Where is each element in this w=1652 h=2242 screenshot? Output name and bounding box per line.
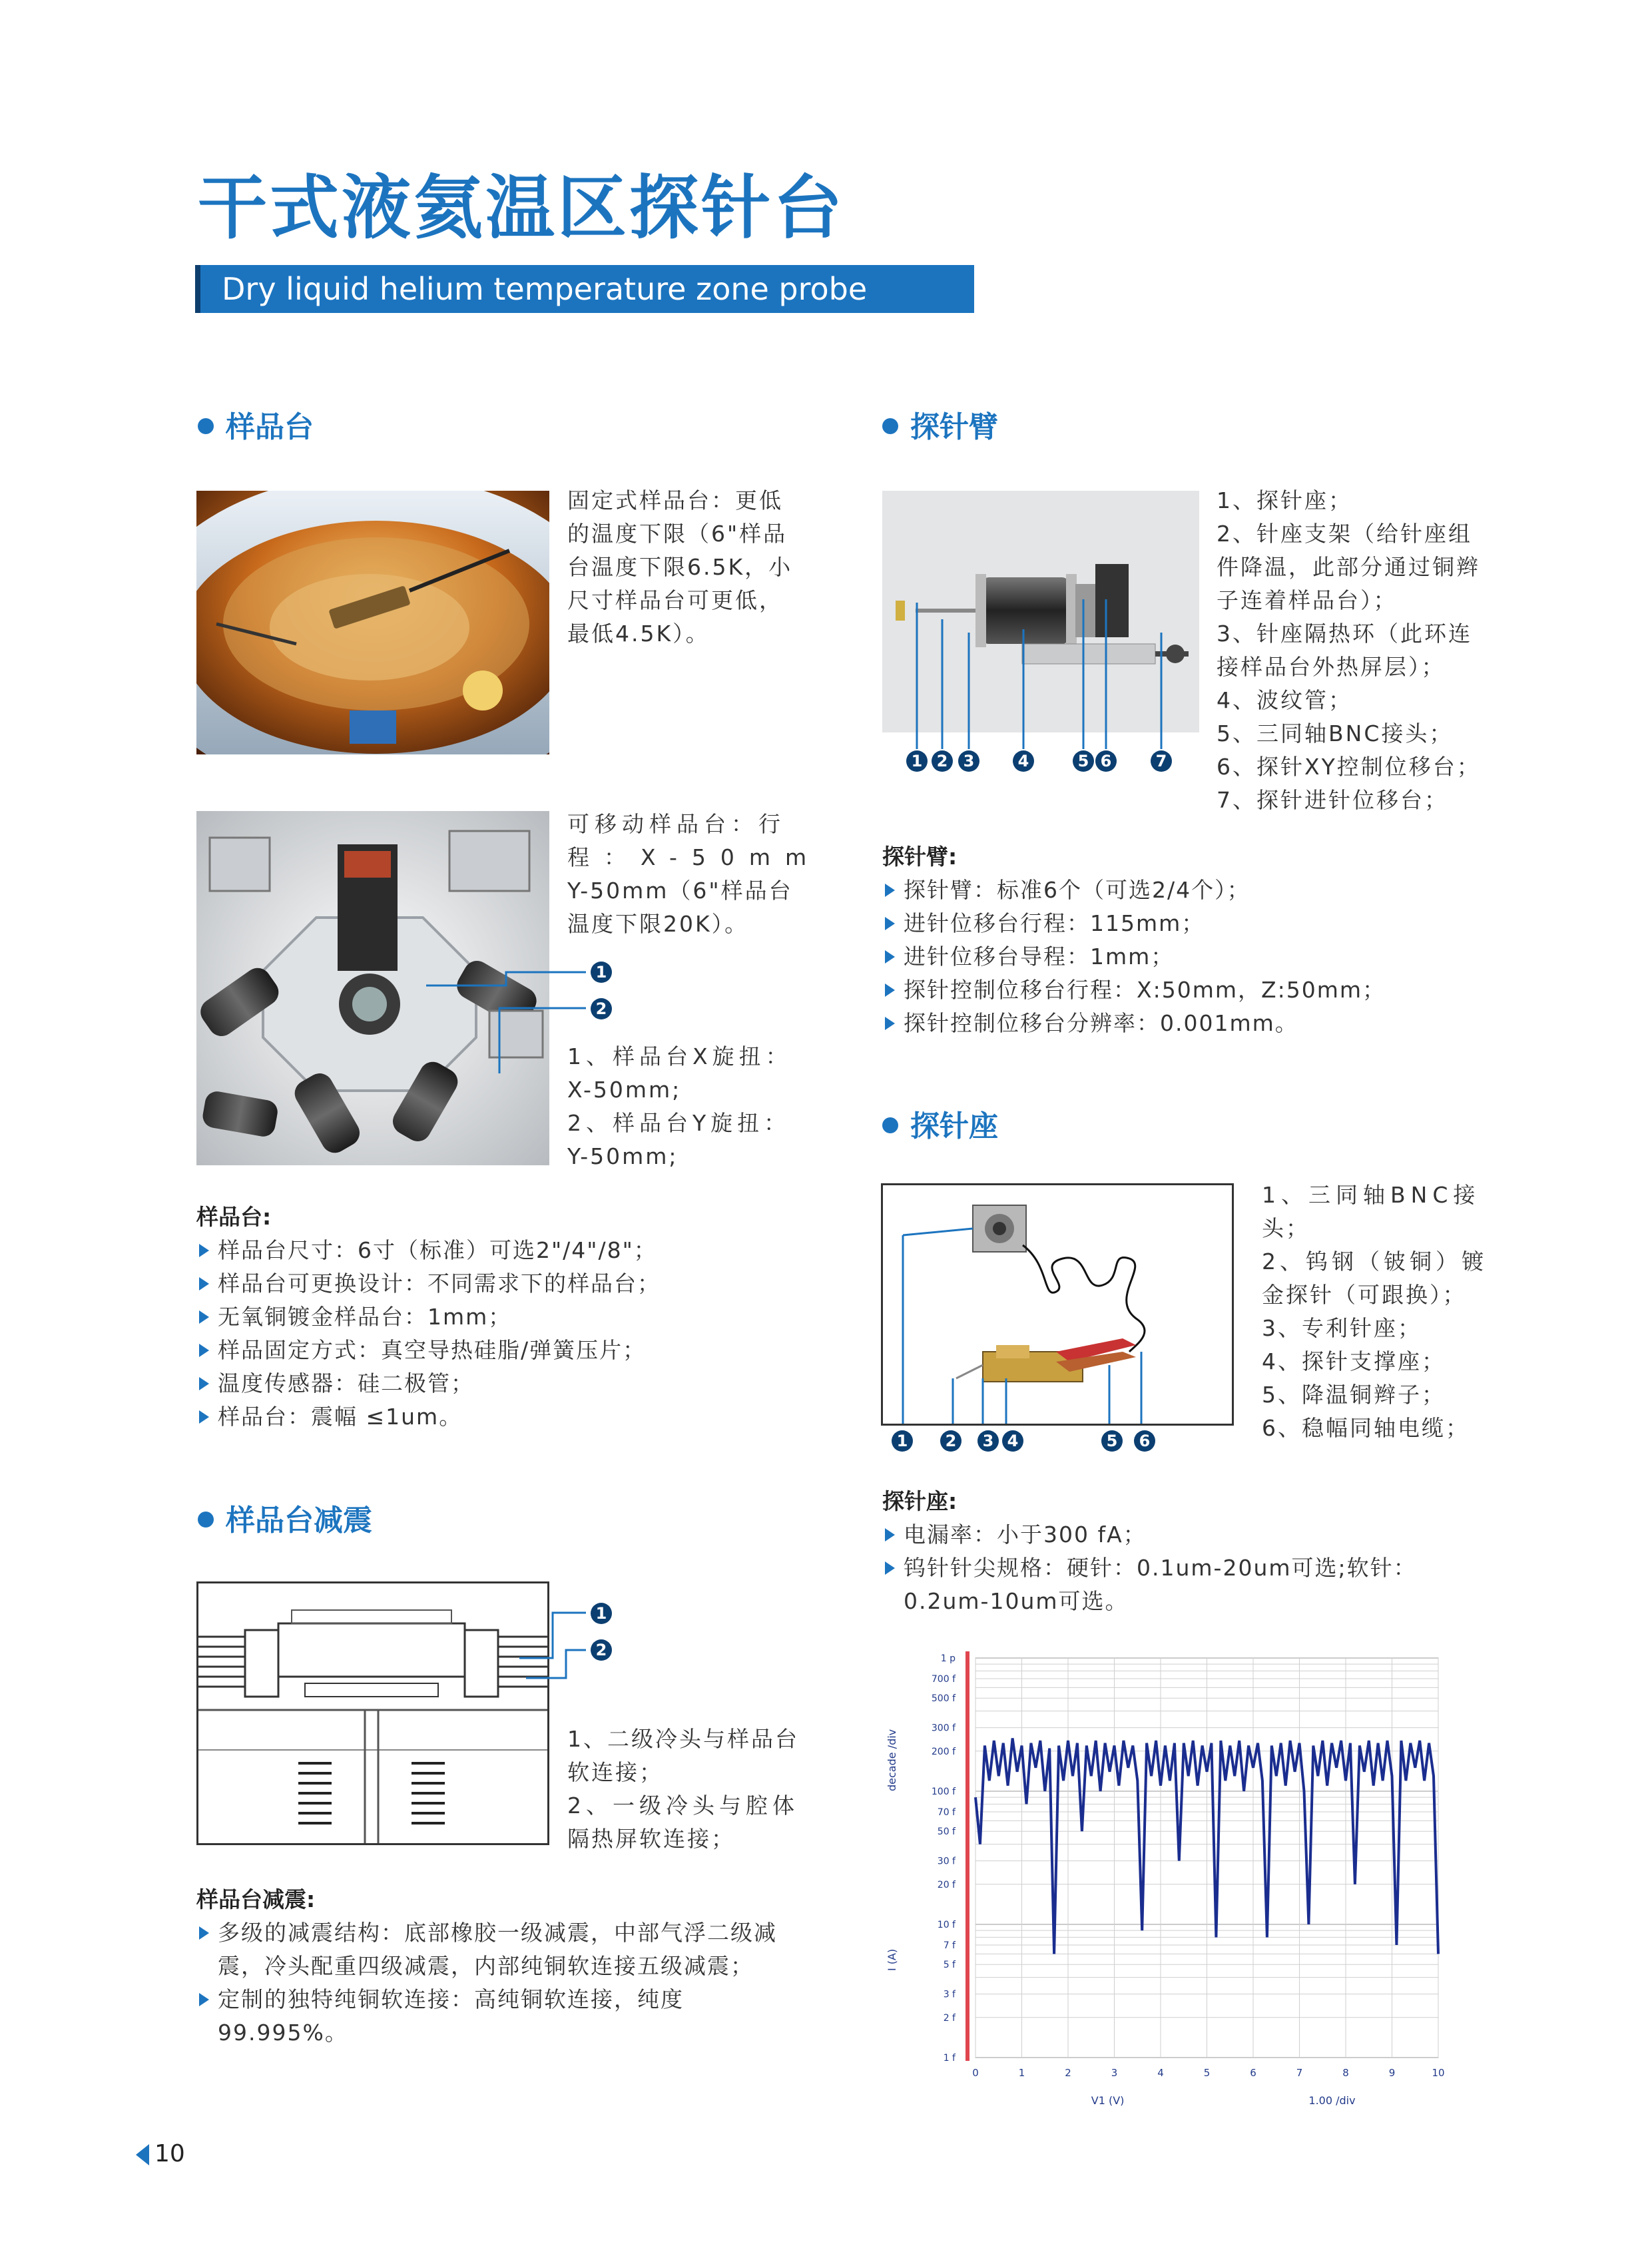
probe-arm-spec-list	[882, 874, 1386, 1040]
list-item: 探针控制位移台分辨率：0.001mm。	[882, 1007, 1386, 1040]
chart-x-tick-label: 0	[972, 2067, 979, 2079]
probe-arm-callout-lines	[882, 599, 1202, 759]
marker-3-badge: 3	[977, 1430, 999, 1452]
chart-y-tick-label: 700 f	[931, 1673, 956, 1685]
section-heading-damping: 样品台减震	[198, 1506, 372, 1536]
chart-y-tick-label: 100 f	[931, 1787, 956, 1797]
bullet-dot-icon	[882, 1117, 898, 1133]
marker-2-badge: 2	[591, 1639, 612, 1661]
chart-x-ticks	[972, 2067, 1444, 2079]
page-title: 干式液氦温区探针台	[198, 167, 846, 248]
chart-y-label: I (A)	[886, 1948, 898, 1971]
marker-2-badge: 2	[940, 1430, 962, 1452]
chart-y-tick-label: 10 f	[937, 1920, 956, 1930]
list-item: 进针位移台导程：1mm；	[882, 940, 1386, 974]
list-item: 样品台尺寸：6寸（标准）可选2"/4"/8"；	[196, 1234, 661, 1267]
marker-1-badge: 1	[906, 750, 928, 772]
chart-y-tick-label: 70 f	[937, 1807, 956, 1818]
probe-base-spec-title: 探针座:	[882, 1488, 958, 1514]
chart-y-tick-label: 1 p	[940, 1653, 956, 1664]
chart-y-tick-label: 30 f	[937, 1856, 956, 1867]
marker-5-badge: 5	[1101, 1430, 1123, 1452]
probe-arm-spec-title: 探针臂:	[882, 844, 958, 870]
chart-y-tick-label: 5 f	[943, 1960, 956, 1971]
list-item: 探针控制位移台行程：X:50mm，Z:50mm；	[882, 974, 1386, 1007]
list-item: 温度传感器：硅二极管；	[196, 1367, 661, 1400]
bullet-dot-icon	[198, 1512, 214, 1528]
list-item: 多级的减震结构：底部橡胶一级减震，中部气浮二级减	[196, 1916, 777, 1950]
chart-x-tick-label: 5	[1203, 2067, 1211, 2079]
fixed-stage-description: 固定式样品台：更低 的温度下限（6"样品 台温度下限6.5K，小 尺寸样品台可更低， 最低4.5K）。	[567, 487, 793, 647]
fixed-sample-stage-photo	[196, 491, 549, 754]
chart-grid	[975, 1658, 1438, 2058]
marker-2-badge: 2	[932, 750, 953, 772]
chart-x-tick-label: 1	[1018, 2067, 1025, 2079]
marker-1-badge: 1	[591, 1603, 612, 1624]
chart-y-tick-label: 20 f	[937, 1879, 956, 1890]
marker-3-badge: 3	[958, 750, 979, 772]
section-heading-probe-arm: 探针臂	[882, 413, 998, 442]
damping-spec-list: 多级的减震结构：底部橡胶一级减震，中部气浮二级减 震，冷头配重四级减震，内部纯铜软连接五级减震； 定制的独特纯铜软连接：高纯铜软连接，纯度 99.995%。	[196, 1916, 777, 2050]
marker-7-badge: 7	[1151, 750, 1172, 772]
marker-1-badge: 1	[591, 962, 612, 983]
marker-2-badge: 2	[591, 998, 612, 1019]
page-number: 10	[154, 2140, 185, 2167]
chart-y-tick-label: 1 f	[943, 2053, 956, 2064]
chart-x-tick-label: 8	[1342, 2067, 1349, 2079]
section-heading-probe-base: 探针座	[882, 1112, 998, 1141]
list-item: 电漏率：小于300 fA；	[882, 1518, 1417, 1551]
chart-x-tick-label: 2	[1065, 2067, 1071, 2079]
chart-y-tick-label: 50 f	[937, 1826, 956, 1838]
chart-x-tick-label: 4	[1157, 2067, 1164, 2079]
list-item: 定制的独特纯铜软连接：高纯铜软连接，纯度	[196, 1983, 777, 2016]
chart-y-ticks	[932, 1653, 956, 2064]
probe-arm-parts: 1、探针座； 2、针座支架（给针座组 件降温，此部分通过铜辫 子连着样品台）； 3、针座隔热环（此环连 接样品台外热屏层）； 4、波纹管； 5、三同轴BNC接头； 6、探针XY控制位移台； 7、探针进针位移台；	[1217, 487, 1481, 813]
list-item: 样品台：震幅 ≤1um。	[196, 1400, 661, 1434]
marker-6-badge: 6	[1134, 1430, 1155, 1452]
chart-y-unit-label: decade /div	[886, 1729, 898, 1791]
chart-x-tick-label: 3	[1111, 2067, 1118, 2079]
marker-4-badge: 4	[1002, 1430, 1023, 1452]
chart-x-tick-label: 10	[1432, 2067, 1445, 2079]
list-item: 进针位移台行程：115mm；	[882, 907, 1386, 940]
chart-y-tick-label: 300 f	[931, 1723, 956, 1734]
bullet-dot-icon	[882, 418, 898, 434]
marker-6-badge: 6	[1095, 750, 1117, 772]
list-item: 探针臂：标准6个（可选2/4个）；	[882, 874, 1386, 907]
chart-y-tick-label: 7 f	[943, 1940, 956, 1951]
chart-y-tick-label: 2 f	[943, 2012, 956, 2024]
chart-x-tick-label: 7	[1296, 2067, 1303, 2079]
leakage-current-chart	[882, 1645, 1448, 2111]
marker-4-badge: 4	[1013, 750, 1034, 772]
chart-y-tick-label: 200 f	[931, 1746, 956, 1757]
damping-spec-title: 样品台减震:	[196, 1886, 316, 1912]
list-item: 钨针针尖规格：硬针：0.1um-20um可选;软针：	[882, 1551, 1417, 1585]
sample-stage-spec-list	[196, 1234, 661, 1434]
chart-y-tick-label: 500 f	[931, 1693, 956, 1705]
stage-knob-description: 1、样品台X旋扭： X-50mm; 2、样品台Y旋扭： Y-50mm;	[567, 1043, 792, 1169]
chart-x-tick-label: 9	[1388, 2067, 1396, 2079]
chart-x-label: V1 (V)	[1091, 2094, 1125, 2107]
list-item: 样品固定方式：真空导热硅脂/弹簧压片；	[196, 1334, 661, 1367]
movable-stage-description: 可移动样品台：行 程：X-50mm Y-50mm（6"样品台 温度下限20K）。	[567, 811, 822, 937]
damping-diagram	[196, 1581, 549, 1845]
chart-y-tick-label: 3 f	[943, 1989, 956, 2000]
probe-base-diagram	[881, 1183, 1234, 1426]
chart-x-unit-label: 1.00 /div	[1308, 2094, 1356, 2107]
chart-x-tick-label: 6	[1250, 2067, 1256, 2079]
probe-base-spec-list: 电漏率：小于300 fA； 钨针针尖规格：硬针：0.1um-20um可选;软针： 0.2um-10um可选。	[882, 1518, 1417, 1618]
probe-base-parts: 1、三同轴BNC接 头； 2、钨钢（铍铜）镀 金探针（可跟换）； 3、专利针座； 4、探针支撑座； 5、降温铜辫子； 6、稳幅同轴电缆；	[1262, 1182, 1488, 1441]
page-subtitle: Dry liquid helium temperature zone probe station	[195, 265, 974, 313]
list-item: 无氧铜镀金样品台：1mm；	[196, 1300, 661, 1334]
sample-stage-spec-title: 样品台:	[196, 1204, 272, 1230]
list-item: 样品台可更换设计：不同需求下的样品台；	[196, 1267, 661, 1300]
section-heading-sample-stage: 样品台	[198, 413, 314, 442]
damping-description: 1、二级冷头与样品台 软连接； 2、一级冷头与腔体 隔热屏软连接；	[567, 1726, 799, 1852]
marker-1-badge: 1	[892, 1430, 913, 1452]
marker-5-badge: 5	[1073, 750, 1094, 772]
bullet-dot-icon	[198, 418, 214, 434]
